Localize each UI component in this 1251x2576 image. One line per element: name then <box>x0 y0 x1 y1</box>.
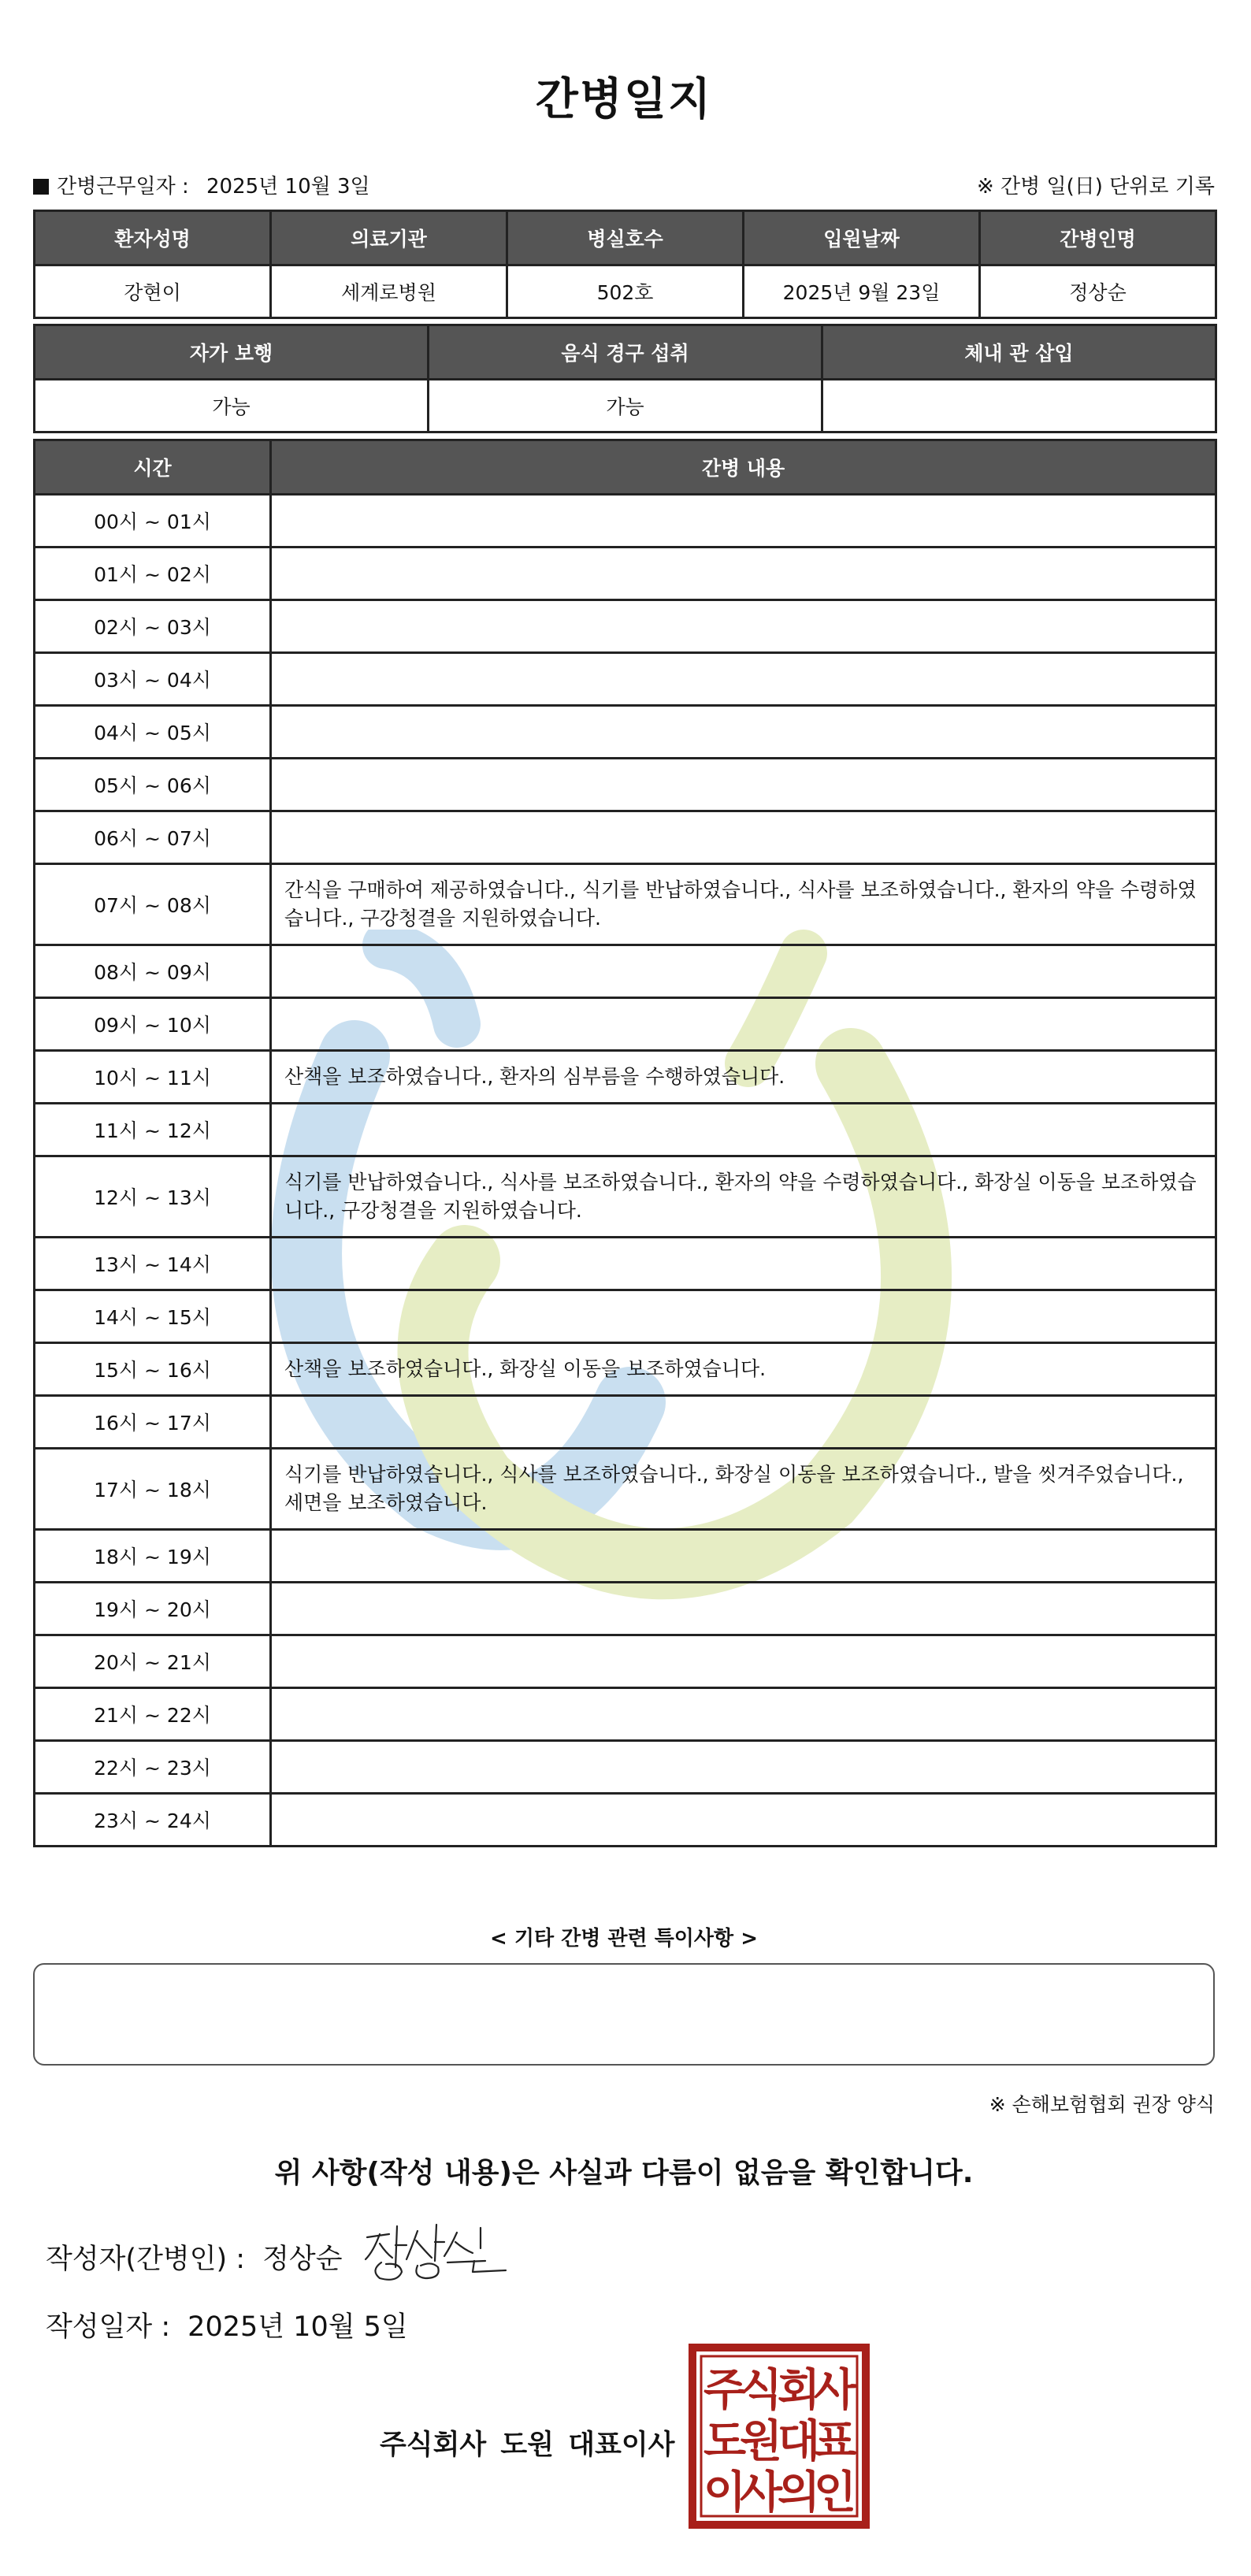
table-row <box>35 1156 1216 1238</box>
oral-intake-value: 가능 <box>429 380 822 432</box>
admission-date: 2025년 9월 23일 <box>744 265 980 318</box>
table-row <box>35 600 1216 653</box>
confirmation-statement: 위 사항(작성 내용)은 사실과 다름이 없음을 확인합니다. <box>274 2157 974 2189</box>
header-oral-intake: 음식 경구 섭취 <box>429 325 822 380</box>
caregiver-name: 정상순 <box>980 265 1216 318</box>
author-name: 정상순 <box>262 2244 343 2275</box>
table-row <box>35 1688 1216 1741</box>
care-content: 식기를 반납하였습니다., 식사를 보조하였습니다., 환자의 약을 수령하였습니다., 화장실 이동을 보조하였습니다., 구강청결을 지원하였습니다. <box>271 1156 1216 1238</box>
author-line <box>46 2237 343 2277</box>
time-slot: 17시 ~ 18시 <box>35 1449 271 1530</box>
svg-text:도: 도 <box>703 2416 747 2467</box>
care-content <box>271 547 1216 600</box>
time-slot: 14시 ~ 15시 <box>35 1290 271 1343</box>
work-date <box>33 170 370 199</box>
table-row <box>35 653 1216 706</box>
unit-note: ※ 간병 일(日) 단위로 기록 <box>976 175 1215 199</box>
time-slot: 02시 ~ 03시 <box>35 600 271 653</box>
care-content <box>271 1396 1216 1449</box>
svg-text:사: 사 <box>739 2467 783 2518</box>
notes-box <box>33 1963 1215 2066</box>
care-content <box>271 1290 1216 1343</box>
time-slot: 20시 ~ 21시 <box>35 1635 271 1688</box>
svg-text:식: 식 <box>739 2365 783 2416</box>
header-time: 시간 <box>35 440 271 495</box>
table-row <box>35 1104 1216 1156</box>
table-row <box>35 1396 1216 1449</box>
time-slot: 00시 ~ 01시 <box>35 495 271 547</box>
svg-text:주: 주 <box>703 2365 747 2416</box>
svg-text:이: 이 <box>703 2467 747 2518</box>
care-content <box>271 1530 1216 1583</box>
header-patient-name: 환자성명 <box>35 211 271 265</box>
meta-row <box>33 167 1215 199</box>
care-content <box>271 495 1216 547</box>
handwritten-signature <box>362 2222 528 2285</box>
time-slot: 09시 ~ 10시 <box>35 998 271 1051</box>
room-number: 502호 <box>507 265 744 318</box>
time-slot: 16시 ~ 17시 <box>35 1396 271 1449</box>
time-slot: 06시 ~ 07시 <box>35 811 271 864</box>
care-content <box>271 600 1216 653</box>
svg-text:표: 표 <box>813 2416 857 2467</box>
header-room-number: 병실호수 <box>507 211 744 265</box>
author-label: 작성자(간병인) : <box>46 2244 246 2275</box>
care-content: 간식을 구매하여 제공하였습니다., 식기를 반납하였습니다., 식사를 보조하였습니다., 환자의 약을 수령하였습니다., 구강청결을 지원하였습니다. <box>271 864 1216 945</box>
table-row <box>35 811 1216 864</box>
table-row <box>35 864 1216 945</box>
care-content: 식기를 반납하였습니다., 식사를 보조하였습니다., 화장실 이동을 보조하였습니다., 발을 씻겨주었습니다., 세면을 보조하였습니다. <box>271 1449 1216 1530</box>
svg-text:의: 의 <box>777 2467 821 2518</box>
patient-status-table <box>33 324 1217 433</box>
time-slot: 03시 ~ 04시 <box>35 653 271 706</box>
patient-name: 강현이 <box>35 265 271 318</box>
svg-text:대: 대 <box>777 2416 821 2467</box>
time-slot: 21시 ~ 22시 <box>35 1688 271 1741</box>
time-slot: 01시 ~ 02시 <box>35 547 271 600</box>
care-content <box>271 1794 1216 1847</box>
header-hospital: 의료기관 <box>271 211 507 265</box>
table-row <box>35 1635 1216 1688</box>
patient-info-table <box>33 210 1217 319</box>
work-date-value: 2025년 10월 3일 <box>206 175 370 199</box>
tube-insertion-value <box>822 380 1216 432</box>
time-slot: 18시 ~ 19시 <box>35 1530 271 1583</box>
time-slot: 19시 ~ 20시 <box>35 1583 271 1635</box>
care-content <box>271 653 1216 706</box>
care-content <box>271 1688 1216 1741</box>
table-row <box>35 1583 1216 1635</box>
header-self-walking: 자가 보행 <box>35 325 429 380</box>
header-caregiver-name: 간병인명 <box>980 211 1216 265</box>
time-slot: 15시 ~ 16시 <box>35 1343 271 1396</box>
care-content <box>271 706 1216 759</box>
time-slot: 23시 ~ 24시 <box>35 1794 271 1847</box>
time-slot: 04시 ~ 05시 <box>35 706 271 759</box>
time-slot: 12시 ~ 13시 <box>35 1156 271 1238</box>
header-tube-insertion: 체내 관 삽입 <box>822 325 1216 380</box>
work-date-label: 간병근무일자 : <box>57 175 189 199</box>
time-slot: 10시 ~ 11시 <box>35 1051 271 1104</box>
document-title: 간병일지 <box>535 74 713 125</box>
square-bullet-icon <box>33 179 49 195</box>
self-walking-value: 가능 <box>35 380 429 432</box>
recommend-note: ※ 손해보험협회 권장 양식 <box>989 2093 1215 2116</box>
table-row <box>35 706 1216 759</box>
table-row <box>35 1794 1216 1847</box>
table-row <box>35 1343 1216 1396</box>
time-slot: 07시 ~ 08시 <box>35 864 271 945</box>
svg-text:원: 원 <box>739 2416 783 2467</box>
svg-text:인: 인 <box>813 2467 857 2518</box>
care-content <box>271 1104 1216 1156</box>
table-row <box>35 1530 1216 1583</box>
care-log-table <box>33 439 1217 1847</box>
header-care-content: 간병 내용 <box>271 440 1216 495</box>
company-representative: 주식회사 도원 대표이사 <box>380 2429 675 2461</box>
header-admission-date: 입원날짜 <box>744 211 980 265</box>
time-slot: 08시 ~ 09시 <box>35 945 271 998</box>
care-content: 산책을 보조하였습니다., 환자의 심부름을 수행하였습니다. <box>271 1051 1216 1104</box>
time-slot: 13시 ~ 14시 <box>35 1238 271 1290</box>
table-row <box>35 759 1216 811</box>
time-slot: 11시 ~ 12시 <box>35 1104 271 1156</box>
svg-text:회: 회 <box>777 2365 821 2416</box>
care-content <box>271 1741 1216 1794</box>
care-content <box>271 998 1216 1051</box>
table-row <box>35 945 1216 998</box>
care-content <box>271 1238 1216 1290</box>
hospital: 세계로병원 <box>271 265 507 318</box>
care-content <box>271 1583 1216 1635</box>
table-row <box>35 1238 1216 1290</box>
svg-text:사: 사 <box>813 2365 857 2416</box>
table-row <box>35 1741 1216 1794</box>
table-row <box>35 998 1216 1051</box>
written-date-label: 작성일자 : <box>46 2311 171 2343</box>
care-content <box>271 811 1216 864</box>
time-slot: 22시 ~ 23시 <box>35 1741 271 1794</box>
written-date-value: 2025년 10월 5일 <box>187 2311 408 2343</box>
table-row <box>35 495 1216 547</box>
care-content <box>271 1635 1216 1688</box>
table-row <box>35 547 1216 600</box>
company-seal-stamp <box>689 2344 870 2529</box>
care-content <box>271 759 1216 811</box>
table-row <box>35 1449 1216 1530</box>
care-content <box>271 945 1216 998</box>
table-row <box>35 1290 1216 1343</box>
written-date-line <box>46 2305 408 2344</box>
notes-title: < 기타 간병 관련 특이사항 > <box>490 1927 758 1951</box>
table-row <box>35 1051 1216 1104</box>
time-slot: 05시 ~ 06시 <box>35 759 271 811</box>
care-content: 산책을 보조하였습니다., 화장실 이동을 보조하였습니다. <box>271 1343 1216 1396</box>
